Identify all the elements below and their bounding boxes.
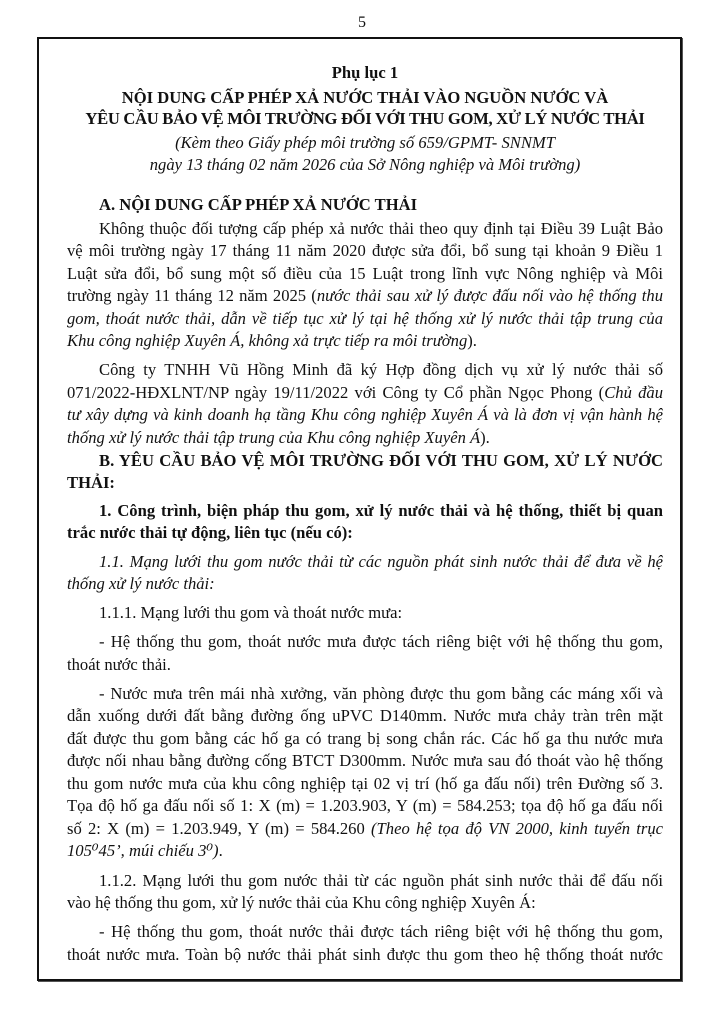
item1-1-2-line-1: 1.1.2. Mạng lưới thu gom nước thải từ các nguồn phát sinh nước thải để đấu nối <box>99 871 663 890</box>
bullet3-line-2: thoát nước mưa. Toàn bộ nước thải phát sinh được thu gom theo hệ thống thoát nước <box>67 945 663 964</box>
para1-line-3: Luật sửa đổi, bổ sung một số điều của 15 Luật trong lĩnh vực Nông nghiệp và Môi <box>67 264 663 283</box>
para1-line-2: vệ môi trường ngày 17 tháng 11 năm 2020 được sửa đổi, bổ sung tại khoản 9 Điều 1 <box>67 241 663 260</box>
bullet2-line-7-normal: số 2: X (m) = 1.203.949, Y (m) = 584.260 <box>67 819 372 838</box>
para2-line-2 <box>67 383 663 403</box>
appendix-label: Phụ lục 1 <box>331 63 399 82</box>
section-b-heading-line-2: THẢI: <box>67 473 115 492</box>
title-line-1: NỘI DUNG CẤP PHÉP XẢ NƯỚC THẢI VÀO NGUỒN NƯỚC VÀ <box>121 88 609 107</box>
para2-line-4-italic: thống xử lý nước thải tập trung của Khu công nghiệp Xuyên Á <box>67 428 481 447</box>
bullet2-line-8-italic: 105⁰45’, múi chiếu 3⁰) <box>67 841 219 860</box>
item1-1-2-line-2: vào hệ thống thu gom, xử lý nước thải của Khu công nghiệp Xuyên Á: <box>67 893 536 912</box>
bullet2-line-8-end: . <box>218 841 223 860</box>
bullet2-line-4: được nối nhau bằng đường cống BTCT D300mm. Nước mưa sau đó thoát vào hệ thống <box>67 751 663 770</box>
para1-line-6 <box>67 331 663 351</box>
bullet2-line-2: dẫn xuống dưới đất bằng đường ống uPVC D140mm. Nước mưa chảy tràn trên mặt <box>67 706 663 725</box>
para2-line-4 <box>67 428 663 448</box>
para2-line-1: Công ty TNHH Vũ Hồng Minh đã ký Hợp đồng dịch vụ xử lý nước thải số <box>99 360 663 379</box>
bullet2-line-5: thu gom nước mưa của khu công nghiệp tại 02 vị trí (hố ga đấu nối) trên Đường số 3. <box>67 774 663 793</box>
section-a-heading: A. NỘI DUNG CẤP PHÉP XẢ NƯỚC THẢI <box>99 195 418 214</box>
bullet1-line-2: thoát nước thải. <box>67 655 171 674</box>
para2-line-3: tư xây dựng và kinh doanh hạ tầng Khu công nghiệp Xuyên Á và là đơn vị vận hành hệ <box>67 405 663 424</box>
subtitle-line-2: ngày 13 tháng 02 năm 2026 của Sở Nông nghiệp và Môi trường) <box>149 155 581 174</box>
para2-line-2-italic: Chủ đầu <box>604 383 664 402</box>
bullet2-line-7-italic: (Theo hệ tọa độ VN 2000, kinh tuyến trục <box>371 819 664 838</box>
bullet1-line-1: - Hệ thống thu gom, thoát nước mưa được tách riêng biệt với hệ thống thu gom, <box>99 632 663 651</box>
para2-line-2-normal: 071/2022-HĐXLNT/NP ngày 19/11/2022 với Công ty Cổ phần Ngọc Phong ( <box>67 383 605 402</box>
para2-line-4-end: ). <box>480 428 490 447</box>
para1-line-6-italic: Khu công nghiệp Xuyên Á, không xả trực tiếp ra môi trường <box>67 331 468 350</box>
para1-line-4 <box>67 286 663 306</box>
item1-line-2: trắc nước thải tự động, liên tục (nếu có): <box>67 523 353 542</box>
para1-line-4-normal: trường ngày 11 tháng 12 năm 2025 ( <box>67 286 317 305</box>
para1-line-6-end: ). <box>467 331 477 350</box>
item1-1-line-1: 1.1. Mạng lưới thu gom nước thải từ các nguồn phát sinh nước thải để đưa về hệ <box>99 552 663 571</box>
para1-line-5: gom, thoát nước thải, dẫn về tiếp tục xử lý tại hệ thống xử lý nước thải tập trung của <box>67 309 663 328</box>
bullet2-line-1: - Nước mưa trên mái nhà xưởng, văn phòng được thu gom bằng các máng xối và <box>99 684 663 703</box>
bullet2-line-6: Tọa độ hố ga đấu nối số 1: X (m) = 1.203.903, Y (m) = 584.253; tọa độ hố ga đấu nối <box>67 796 663 815</box>
para1-line-4-italic: nước thải sau xử lý được đấu nối vào hệ thống thu <box>316 286 664 305</box>
bullet2-line-3: đất được thu gom bằng các hố ga có trang bị song chắn rác. Các hố ga thu nước mưa <box>67 729 663 748</box>
page-number: 5 <box>358 14 366 31</box>
item1-line-1: 1. Công trình, biện pháp thu gom, xử lý nước thải và hệ thống, thiết bị quan <box>99 501 663 520</box>
section-b-heading-line-1: B. YÊU CẦU BẢO VỆ MÔI TRƯỜNG ĐỐI VỚI THU GOM, XỬ LÝ NƯỚC <box>99 451 663 470</box>
item1-1-1: 1.1.1. Mạng lưới thu gom và thoát nước mưa: <box>99 603 403 622</box>
title-line-2: YÊU CẦU BẢO VỆ MÔI TRƯỜNG ĐỐI VỚI THU GOM, XỬ LÝ NƯỚC THẢI <box>85 109 645 128</box>
bullet2-line-8 <box>67 841 663 861</box>
item1-1-line-2: thống xử lý nước thải: <box>67 574 215 593</box>
subtitle-line-1: (Kèm theo Giấy phép môi trường số 659/GPMT- SNNMT <box>175 133 555 152</box>
para1-line-1: Không thuộc đối tượng cấp phép xả nước thải theo quy định tại Điều 39 Luật Bảo <box>99 219 663 238</box>
bullet2-line-7 <box>67 819 663 839</box>
bullet3-line-1: - Hệ thống thu gom, thoát nước thải được tách riêng biệt với hệ thống thu gom, <box>99 922 663 941</box>
